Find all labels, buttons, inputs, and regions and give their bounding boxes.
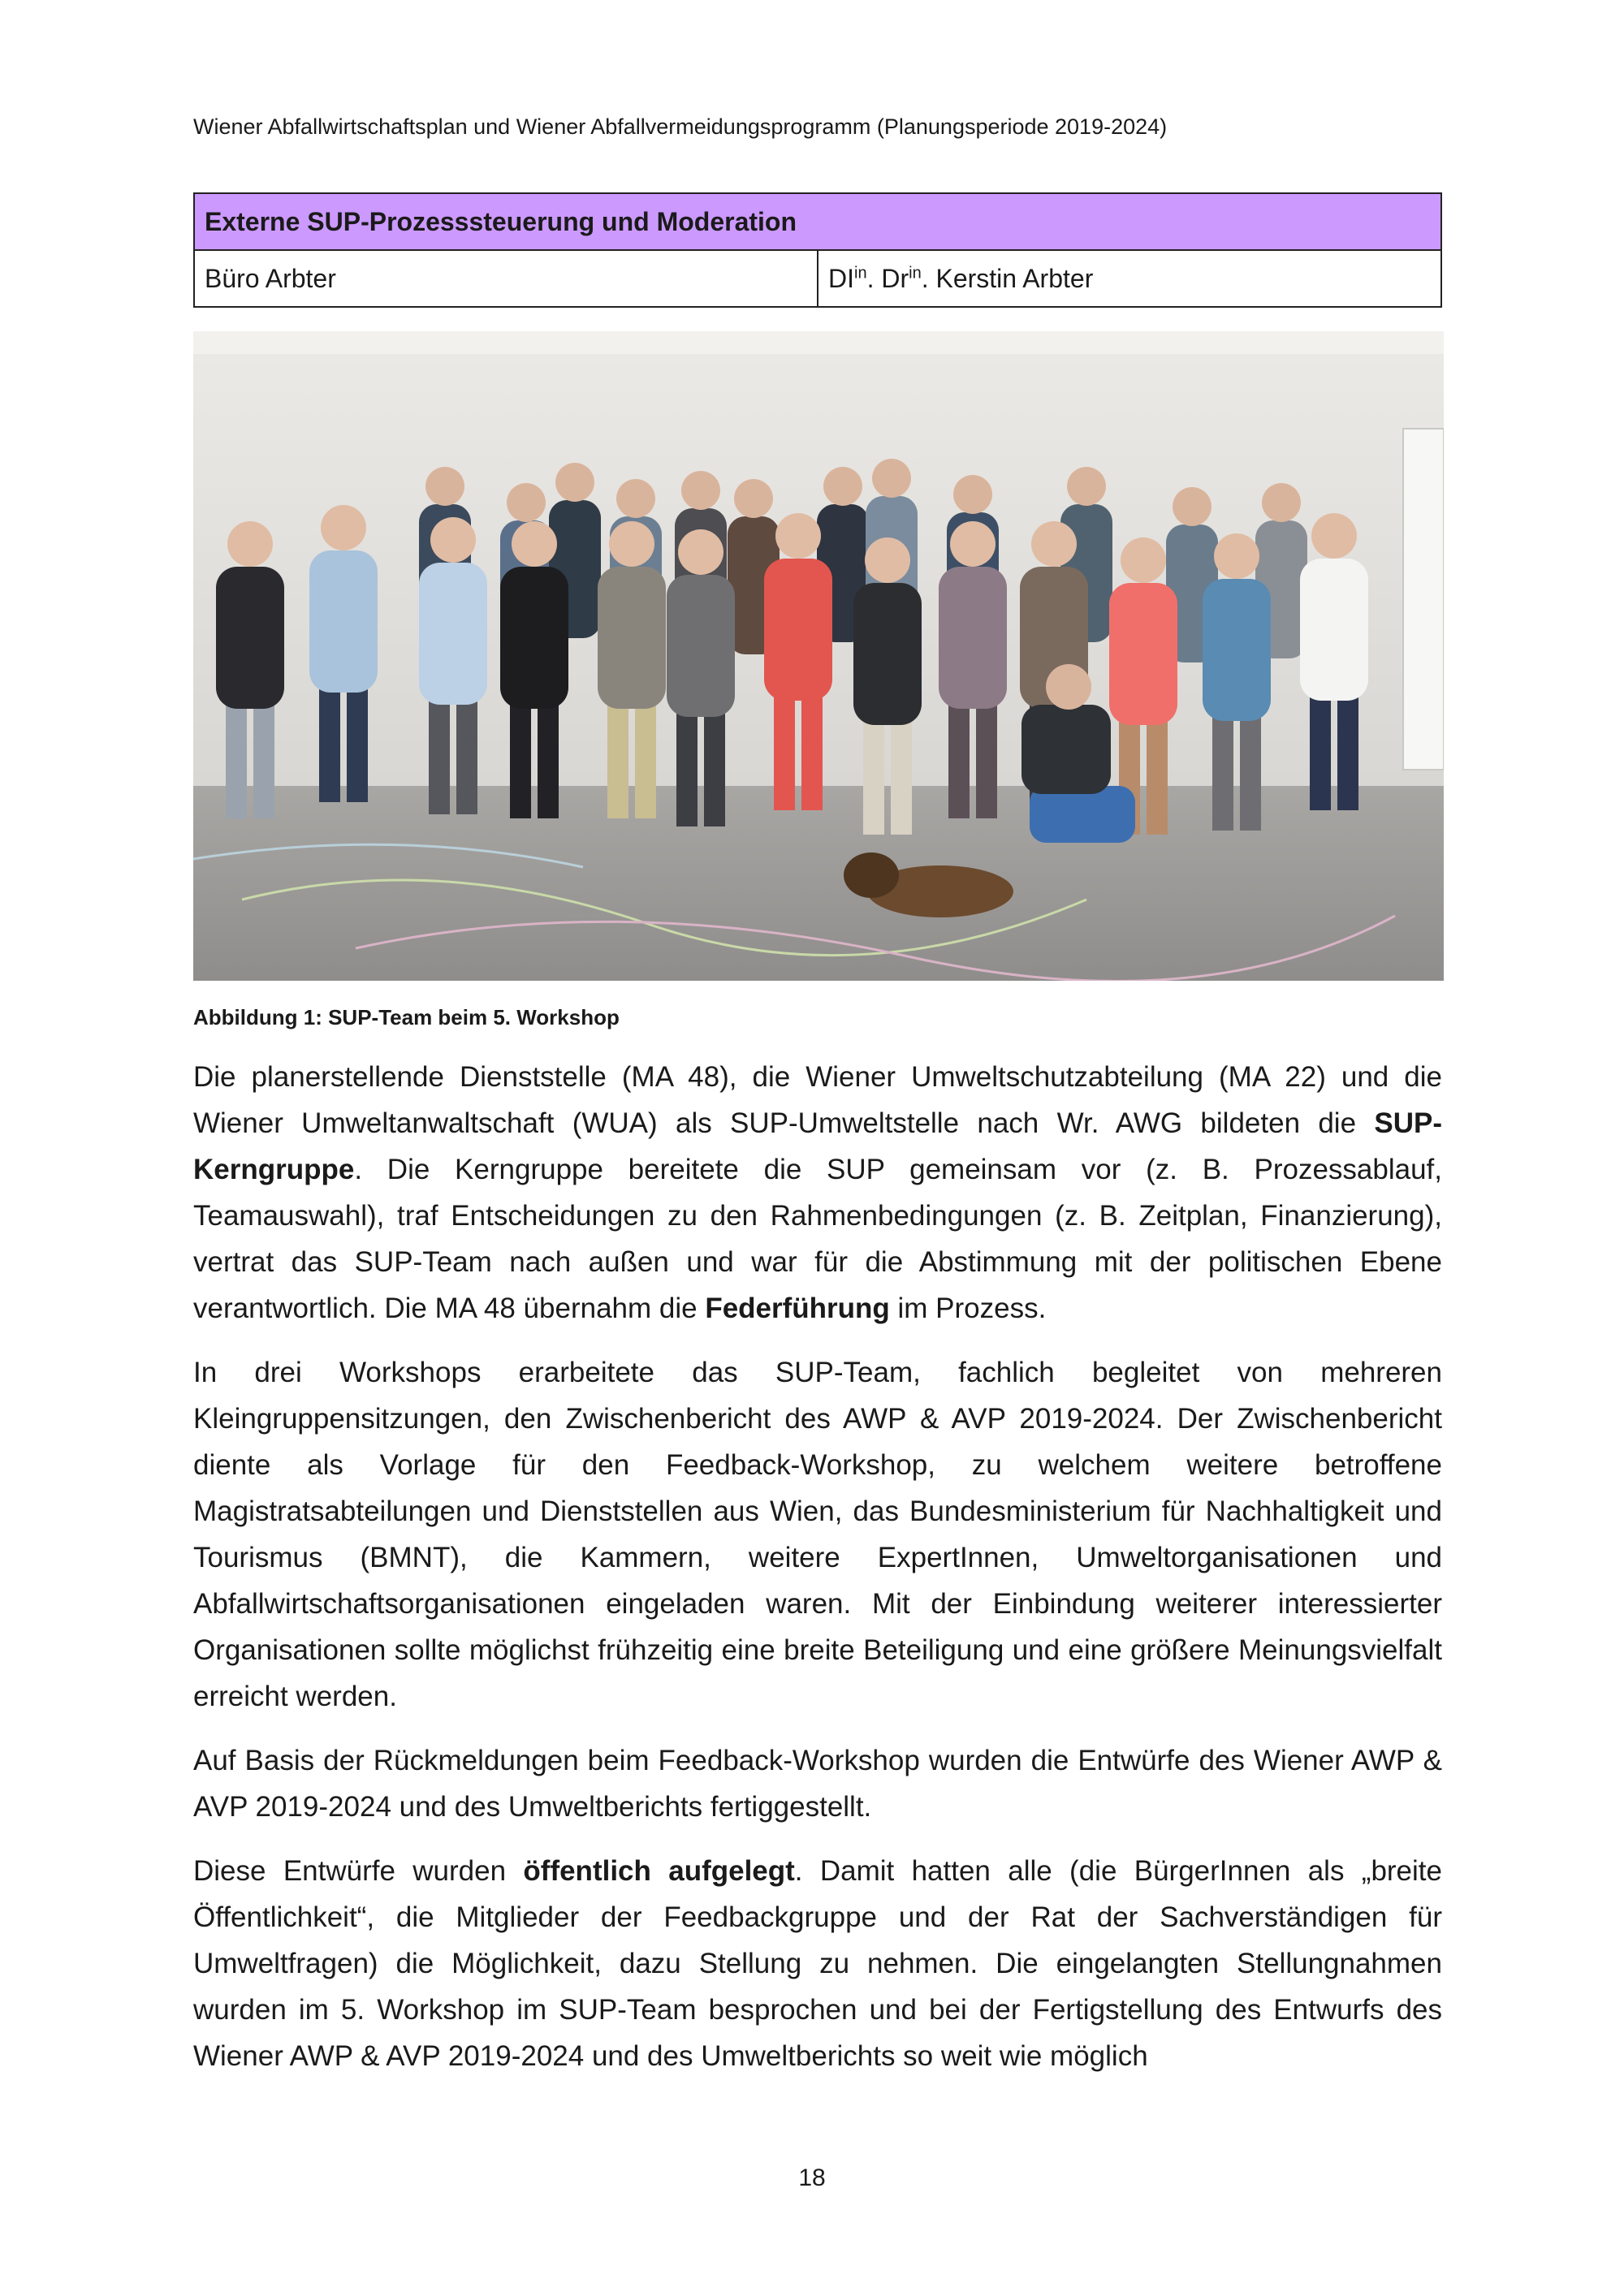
paragraph-4: Diese Entwürfe wurden öffentlich aufgelegt. Damit hatten alle (die BürgerInnen als „breite Öffentlichkeit“, die Mitglieder der Feedbackgruppe und der Rat der Sachverständigen für Umweltfragen) die Möglichkeit, dazu Stellung zu nehmen. Die eingelangten Stellungnahmen wurden im 5. Workshop im SUP-Team besprochen und bei der Fertigstellung des Entwurfs des Wiener AWP & AVP 2019-2024 und des Umweltberichts so weit wie möglich [193, 1855, 1442, 2072]
body-text [193, 1054, 1442, 2097]
paragraph-1: Die planerstellende Dienststelle (MA 48), die Wiener Umweltschutzabteilung (MA 22) und die Wiener Umweltanwaltschaft (WUA) als SUP-Umweltstelle nach Wr. AWG bildeten die SUP-Kerngruppe. Die Kerngruppe bereitete die SUP gemeinsam vor (z. B. Prozessablauf, Teamauswahl), traf Entscheidungen zu den Rahmenbedingungen (z. B. Zeitplan, Finanzierung), vertrat das SUP-Team nach außen und war für die Abstimmung mit der politischen Ebene verantwortlich. Die MA 48 übernahm die Federführung im Prozess. [193, 1061, 1442, 1324]
group-photo [193, 331, 1444, 981]
figure-caption: Abbildung 1: SUP-Team beim 5. Workshop [193, 1005, 620, 1029]
table-cell-org: Büro Arbter [194, 250, 818, 307]
page-number: 18 [798, 2164, 826, 2191]
group-photo-image [193, 331, 1444, 981]
table-cell-person: $DI^{in}$. $Dr^{in}$. Kerstin Arbter [818, 250, 1441, 307]
moderation-table [193, 192, 1442, 308]
paragraph-3: Auf Basis der Rückmeldungen beim Feedback-Workshop wurden die Entwürfe des Wiener AWP & AVP 2019-2024 und des Umweltberichts fertiggestellt. [193, 1745, 1442, 1823]
table-row [194, 250, 1441, 307]
table-heading: Externe SUP-Prozesssteuerung und Moderation [194, 193, 1441, 250]
table-header-row [194, 193, 1441, 250]
paragraph-2: In drei Workshops erarbeitete das SUP-Team, fachlich begleitet von mehreren Kleingruppensitzungen, den Zwischenbericht des AWP & AVP 2019-2024. Der Zwischenbericht diente als Vorlage für den Feedback-Workshop, zu welchem weitere betroffene Magistratsabteilungen und Dienststellen aus Wien, das Bundesministerium für Nachhaltigkeit und Tourismus (BMNT), die Kammern, weitere ExpertInnen, Umweltorganisationen und Abfallwirtschaftsorganisationen eingeladen waren. Mit der Einbindung weiterer interessierter Organisationen sollte möglichst frühzeitig eine breite Beteiligung und eine größere Meinungsvielfalt erreicht werden. [193, 1357, 1442, 1712]
running-header: Wiener Abfallwirtschaftsplan und Wiener Abfallvermeidungsprogramm (Planungsperiode 2019-2024) [193, 114, 1168, 139]
